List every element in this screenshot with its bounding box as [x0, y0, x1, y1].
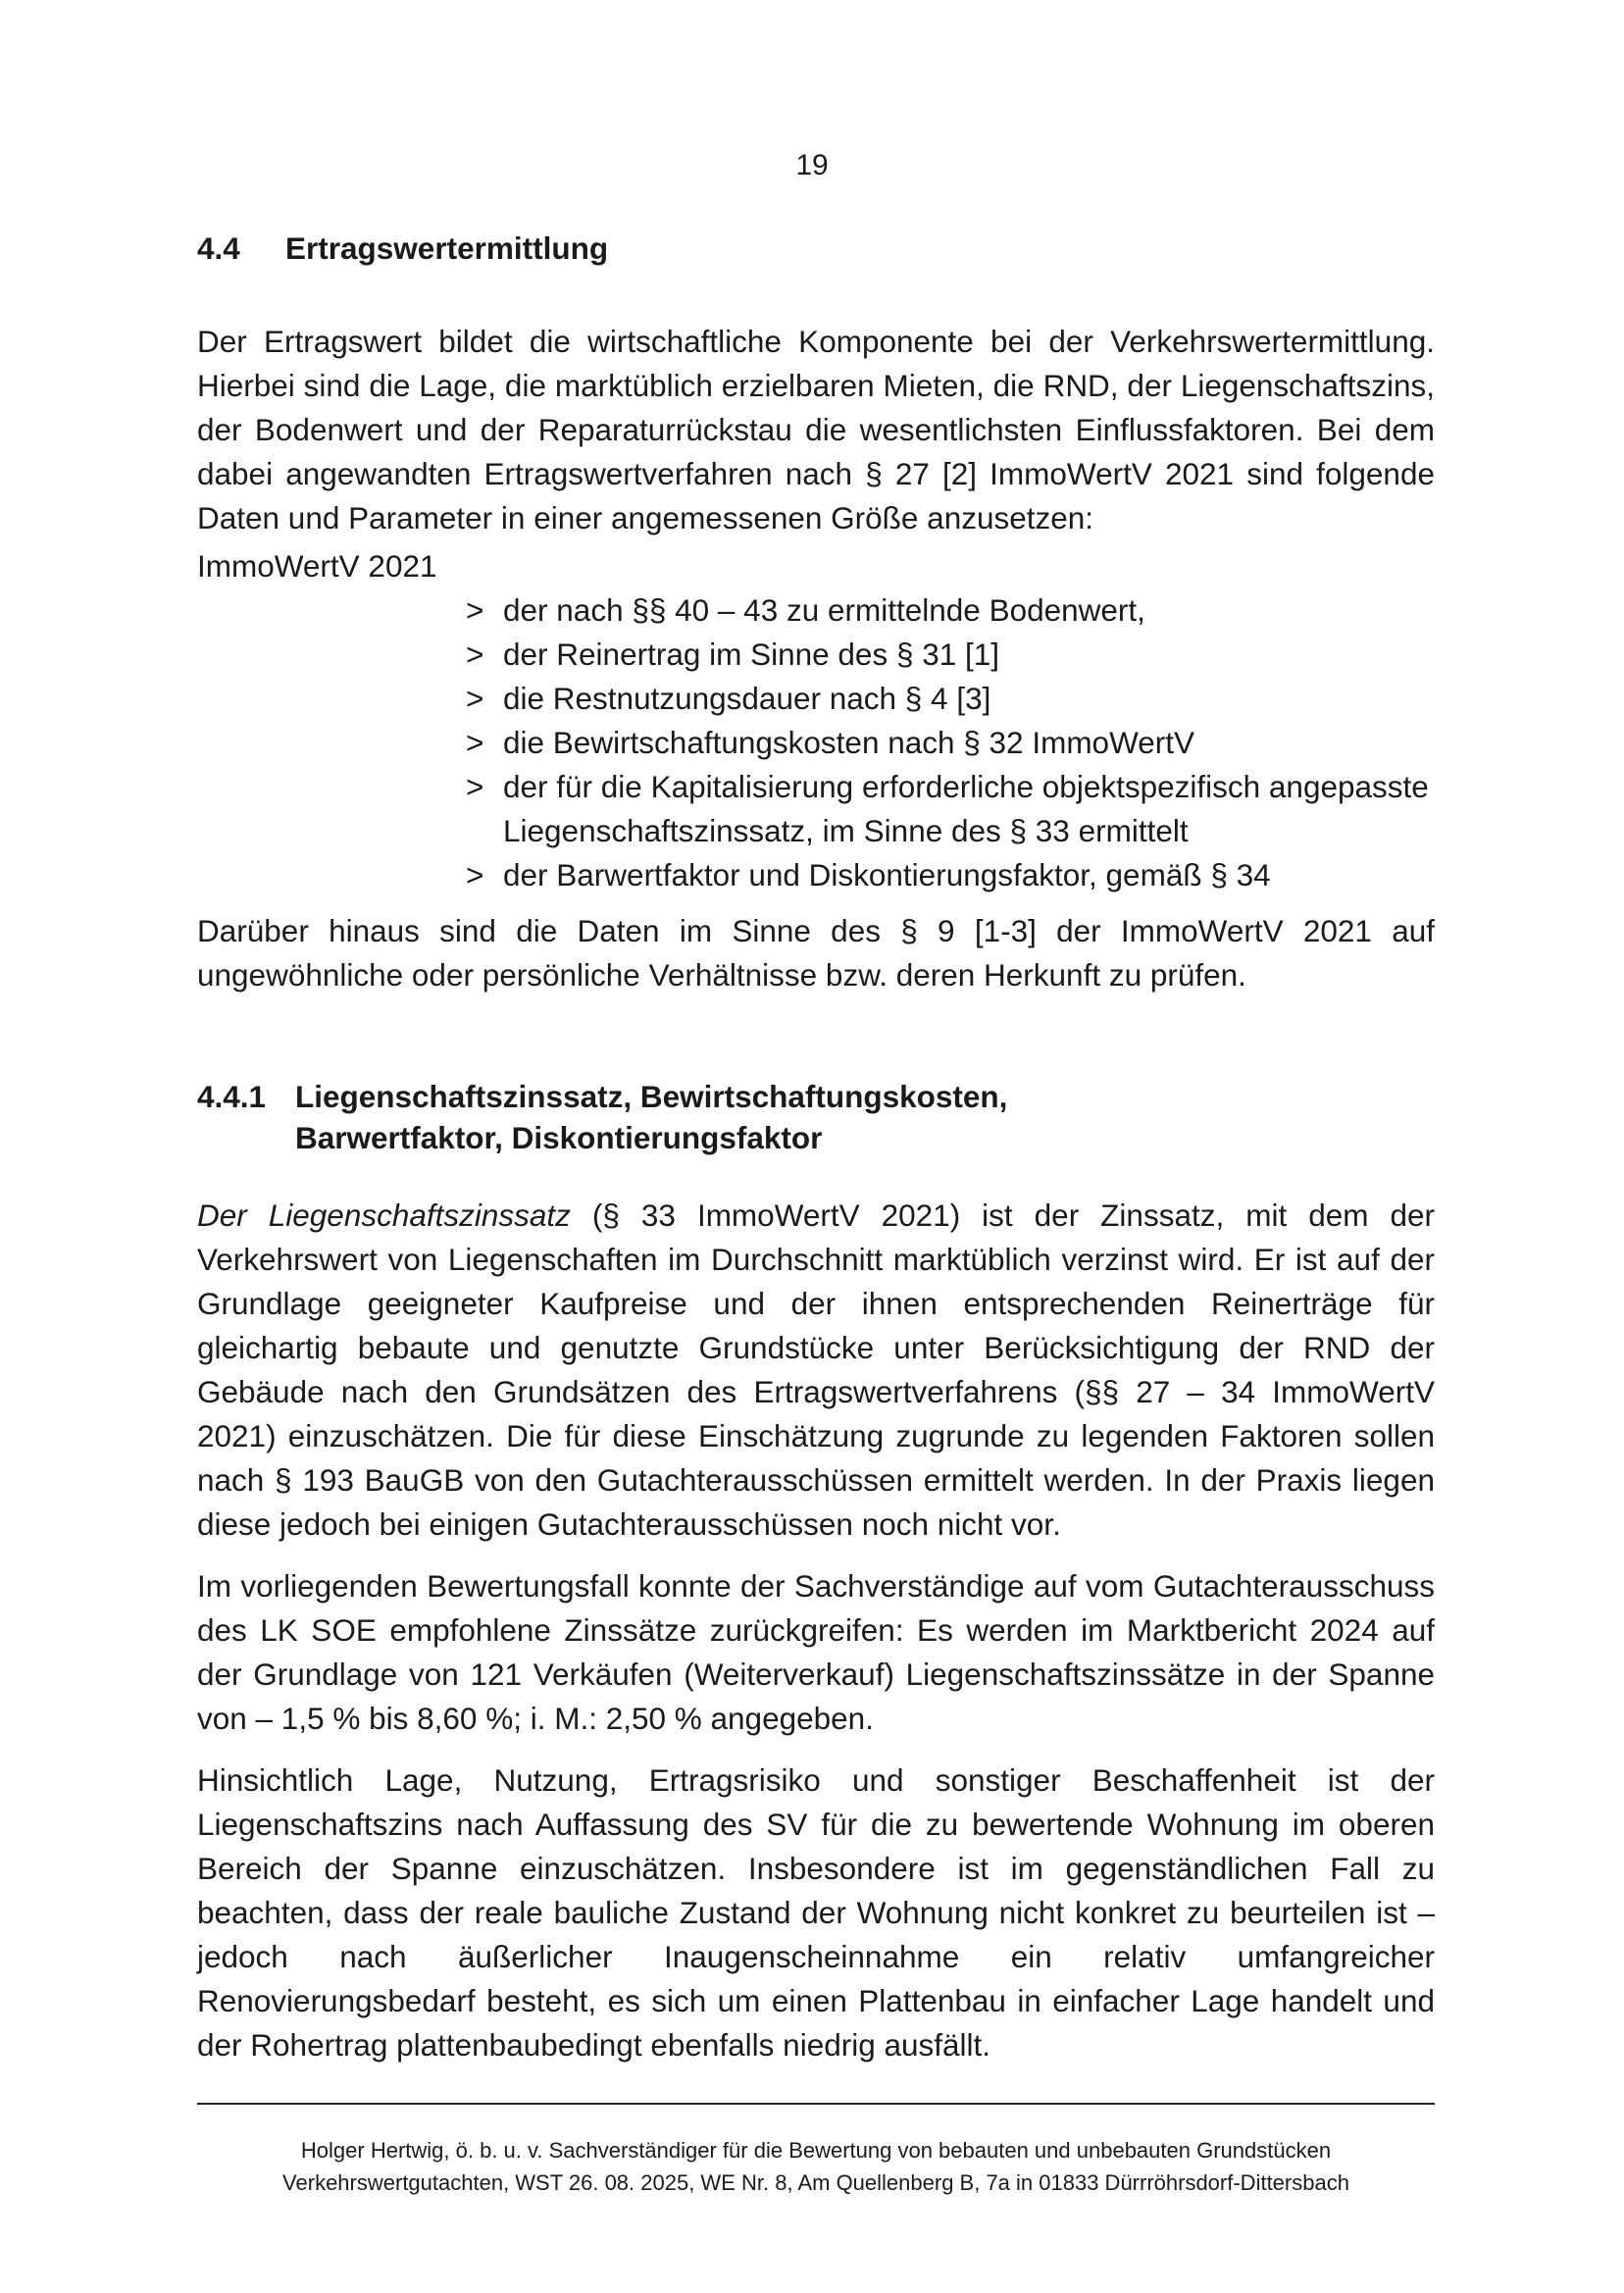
page-content — [197, 228, 1435, 2067]
list-label: ImmoWertV 2021 — [197, 548, 437, 584]
subsection-heading — [197, 1076, 1435, 1158]
footer-line-document: Verkehrswertgutachten, WST 26. 08. 2025, WE Nr. 8, Am Quellenberg B, 7a in 01833 Dürrröhrsdorf-Dittersbach — [282, 2170, 1349, 2195]
bullet-marker: > — [466, 637, 484, 672]
page-footer — [197, 2134, 1435, 2199]
list-item: > der Reinertrag im Sinne des § 31 [1] — [466, 633, 1435, 677]
subsection-title-line2: Barwertfaktor, Diskontierungsfaktor — [295, 1120, 823, 1155]
list-item: > die Bewirtschaftungskosten nach § 32 ImmoWertV — [466, 721, 1435, 765]
assessment-paragraph: Hinsichtlich Lage, Nutzung, Ertragsrisiko und sonstiger Beschaffenheit ist der Liegenschaftszins nach Auffassung des SV für die zu bewertende Wohnung im oberen Bereich der Spanne einzuschätzen. Insbesondere ist im gegenständlichen Fall zu beachten, dass der reale bauliche Zustand der Wohnung nicht konkret zu beurteilen ist – jedoch nach äußerlicher Inaugenscheinnahme ein relativ umfangreicher Renovierungsbedarf besteht, es sich um einen Plattenbau in einfacher Lage handelt und der Rohertrag plattenbaubedingt ebenfalls niedrig ausfällt. — [197, 1762, 1435, 2063]
market-report-paragraph: Im vorliegenden Bewertungsfall konnte der Sachverständige auf vom Gutachterausschuss des LK SOE empfohlene Zinssätze zurückgreifen: Es werden im Marktbericht 2024 auf der Grundlage von 121 Verkäufen (Weiterverkauf) Liegenschaftszinssätze in der Spanne von – 1,5 % bis 8,60 %; i. M.: 2,50 % angegeben. — [197, 1568, 1435, 1736]
bullet-marker: > — [466, 769, 484, 804]
section-title: Ertragswertermittlung — [285, 230, 609, 266]
footer-line-author: Holger Hertwig, ö. b. u. v. Sachverständiger für die Bewertung von bebauten und unbebauten Grundstücken — [300, 2138, 1332, 2163]
parameter-list — [197, 588, 1435, 897]
page-number: 19 — [795, 149, 829, 181]
list-item: > der nach §§ 40 – 43 zu ermittelnde Bodenwert, — [466, 588, 1435, 633]
liegenschaftszins-definition-paragraph: Der Liegenschaftszinssatz (§ 33 ImmoWertV 2021) ist der Zinssatz, mit dem der Verkehrswert von Liegenschaften im Durchschnitt marktüblich verzinst wird. Er ist auf der Grundlage geeigneter Kaufpreise und der ihnen entsprechenden Reinerträge für gleichartig bebaute und genutzte Grundstücke unter Berücksichtigung der RND der Gebäude nach den Grundsätzen des Ertragswertverfahrens (§§ 27 – 34 ImmoWertV 2021) einzuschätzen. Die für diese Einschätzung zugrunde zu legenden Faktoren sollen nach § 193 BauGB von den Gutachterausschüssen ermittelt werden. In der Praxis liegen diese jedoch bei einigen Gutachterausschüssen noch nicht vor. — [197, 1197, 1435, 1542]
list-item: > der Barwertfaktor und Diskontierungsfaktor, gemäß § 34 — [466, 853, 1435, 897]
section-number: 4.4 — [197, 230, 240, 266]
bullet-marker: > — [466, 681, 484, 716]
after-list-paragraph: Darüber hinaus sind die Daten im Sinne des § 9 [1-3] der ImmoWertV 2021 auf ungewöhnliche oder persönliche Verhältnisse bzw. deren Herkunft zu prüfen. — [197, 913, 1435, 993]
bullet-marker: > — [466, 725, 484, 760]
subsection-number: 4.4.1 — [197, 1079, 267, 1114]
bullet-marker: > — [466, 857, 484, 892]
footer-divider — [197, 2103, 1435, 2105]
subsection-title-line1: Liegenschaftszinssatz, Bewirtschaftungskosten, — [295, 1079, 1008, 1114]
bullet-marker: > — [466, 592, 484, 628]
list-item: > die Restnutzungsdauer nach § 4 [3] — [466, 677, 1435, 721]
list-item: > der für die Kapitalisierung erforderliche objektspezifisch angepasste Liegenschaftszinssatz, im Sinne des § 33 ermittelt — [466, 765, 1435, 853]
section-heading — [197, 228, 1435, 269]
defined-term: Der Liegenschaftszinssatz — [197, 1197, 571, 1233]
subsection-title — [295, 1076, 1435, 1158]
section-intro-paragraph: Der Ertragswert bildet die wirtschaftliche Komponente bei der Verkehrswertermittlung. Hierbei sind die Lage, die marktüblich erzielbaren Mieten, die RND, der Liegenschaftszins, der Bodenwert und der Reparaturrückstau die wesentlichsten Einflussfaktoren. Bei dem dabei angewandten Ertragswertverfahren nach § 27 [2] ImmoWertV 2021 sind folgende Daten und Parameter in einer angemessenen Größe anzusetzen: — [197, 324, 1435, 535]
